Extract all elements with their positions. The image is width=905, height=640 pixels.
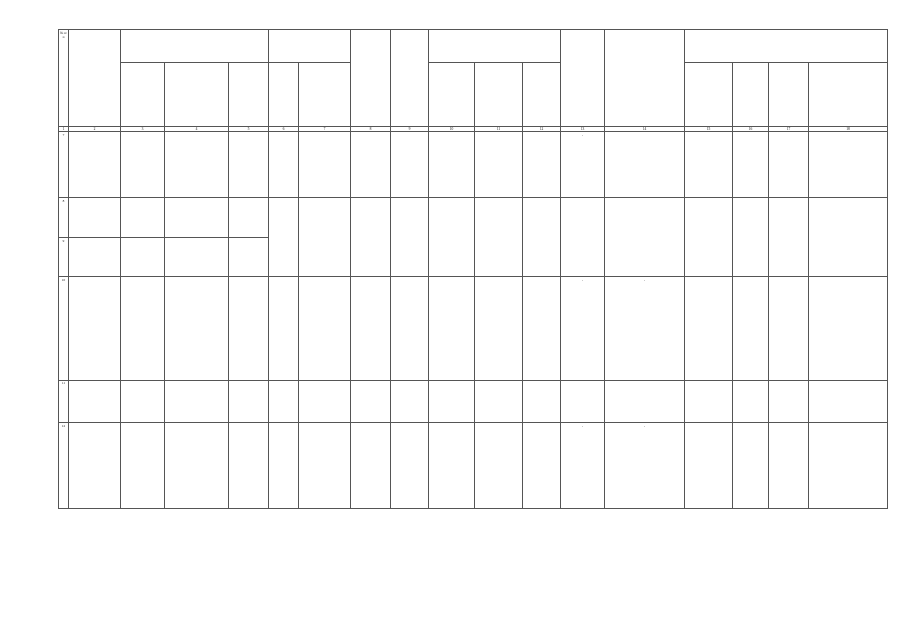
inn-cell [733, 380, 769, 423]
col-header-sanitary-zone [605, 30, 685, 127]
inn-cell [733, 197, 769, 276]
table-row [59, 380, 888, 423]
column-number: 8 [351, 127, 391, 132]
col-header-municipality [121, 62, 165, 127]
annual-capacity-cell [269, 380, 299, 423]
column-number: 3 [121, 127, 165, 132]
technology-cell [429, 423, 475, 509]
operator-name-cell [685, 423, 733, 509]
waste-types-cell [299, 276, 351, 380]
column-number: 14 [605, 127, 685, 132]
design-capacity-cell [523, 276, 561, 380]
col-header-annual-capacity [269, 62, 299, 127]
free-capacity-cell [391, 276, 429, 380]
inn-cell [733, 276, 769, 380]
waste-amount-cell [351, 276, 391, 380]
column-number: 13 [561, 127, 605, 132]
sanitary-zone-cell [605, 132, 685, 198]
col-header-license [809, 62, 888, 127]
row-number: 12 [59, 423, 69, 509]
operator-name-cell [685, 276, 733, 380]
row-number: 8 [59, 197, 69, 238]
col-header-postal-address [769, 62, 809, 127]
state-expertise-cell: - [561, 276, 605, 380]
col-header-inn [733, 62, 769, 127]
col-header-object-name [69, 30, 121, 127]
address-cell [165, 423, 229, 509]
col-header-design-capacity [523, 62, 561, 127]
header-row-sub [59, 62, 888, 127]
design-capacity-cell [523, 423, 561, 509]
table-row [59, 197, 888, 238]
object-name-cell [69, 423, 121, 509]
annual-capacity-cell [269, 276, 299, 380]
postal-address-cell [769, 132, 809, 198]
equipment-cell [475, 423, 523, 509]
col-header-short-name [685, 62, 733, 127]
postal-address-cell [769, 423, 809, 509]
col-header-project-docs [429, 30, 561, 63]
equipment-cell [475, 380, 523, 423]
address-cell [165, 276, 229, 380]
operator-name-cell [685, 197, 733, 276]
technology-cell [429, 197, 475, 276]
object-name-cell [69, 132, 121, 198]
technology-cell [429, 380, 475, 423]
free-capacity-cell [391, 423, 429, 509]
coordinates-cell [229, 380, 269, 423]
object-name-cell [69, 276, 121, 380]
waste-amount-cell [351, 197, 391, 276]
col-header-coordinates [229, 62, 269, 127]
operator-name-cell [685, 380, 733, 423]
municipality-cell [121, 276, 165, 380]
address-cell [165, 132, 229, 198]
coordinates-cell [229, 197, 269, 238]
col-header-equipment [475, 62, 523, 127]
license-cell [809, 380, 888, 423]
technology-cell [429, 132, 475, 198]
table-row [59, 132, 888, 198]
row-number: 11 [59, 380, 69, 423]
state-expertise-cell [561, 380, 605, 423]
free-capacity-cell [391, 380, 429, 423]
state-expertise-cell: - [561, 132, 605, 198]
table-row [59, 276, 888, 380]
postal-address-cell [769, 197, 809, 276]
column-number: 15 [685, 127, 733, 132]
design-capacity-cell [523, 132, 561, 198]
inn-cell [733, 423, 769, 509]
column-number: 11 [475, 127, 523, 132]
license-cell [809, 132, 888, 198]
row-number: 10 [59, 276, 69, 380]
object-name-cell [69, 380, 121, 423]
object-name-cell [69, 238, 121, 277]
header-row-top [59, 30, 888, 63]
col-header-free-capacity [391, 30, 429, 127]
technology-cell [429, 276, 475, 380]
sanitary-zone-cell: - [605, 276, 685, 380]
column-number: 10 [429, 127, 475, 132]
address-cell [165, 238, 229, 277]
design-capacity-cell [523, 197, 561, 276]
license-cell [809, 423, 888, 509]
column-number: 4 [165, 127, 229, 132]
waste-types-cell [299, 380, 351, 423]
address-cell [165, 197, 229, 238]
waste-amount-cell [351, 423, 391, 509]
design-capacity-cell [523, 380, 561, 423]
column-number: 1 [59, 127, 69, 132]
postal-address-cell [769, 380, 809, 423]
annual-capacity-cell [269, 132, 299, 198]
municipality-cell [121, 132, 165, 198]
col-header-waste-quantity [269, 30, 351, 63]
operator-name-cell [685, 132, 733, 198]
coordinates-cell [229, 132, 269, 198]
column-number: 6 [269, 127, 299, 132]
waste-amount-cell [351, 132, 391, 198]
col-header-technology [429, 62, 475, 127]
sanitary-zone-cell: - [605, 423, 685, 509]
column-number: 12 [523, 127, 561, 132]
col-header-waste-amount-2020 [351, 30, 391, 127]
municipality-cell [121, 197, 165, 238]
state-expertise-cell: - [561, 423, 605, 509]
waste-facilities-registry-table [58, 29, 888, 509]
column-number: 18 [809, 127, 888, 132]
equipment-cell [475, 197, 523, 276]
equipment-cell [475, 276, 523, 380]
col-header-num: № п/п [59, 30, 69, 127]
table-row [59, 423, 888, 509]
free-capacity-cell [391, 132, 429, 198]
row-number: 9 [59, 238, 69, 277]
license-cell [809, 197, 888, 276]
column-number: 9 [391, 127, 429, 132]
sanitary-zone-cell [605, 380, 685, 423]
col-header-location [121, 30, 269, 63]
coordinates-cell [229, 238, 269, 277]
waste-types-cell [299, 132, 351, 198]
column-number: 7 [299, 127, 351, 132]
license-cell [809, 276, 888, 380]
col-header-operator [685, 30, 888, 63]
municipality-cell [121, 238, 165, 277]
postal-address-cell [769, 276, 809, 380]
municipality-cell [121, 380, 165, 423]
address-cell [165, 380, 229, 423]
coordinates-cell [229, 423, 269, 509]
col-header-waste-types [299, 62, 351, 127]
column-number: 2 [69, 127, 121, 132]
waste-amount-cell [351, 380, 391, 423]
column-number: 16 [733, 127, 769, 132]
inn-cell [733, 132, 769, 198]
sanitary-zone-cell [605, 197, 685, 276]
coordinates-cell [229, 276, 269, 380]
equipment-cell [475, 132, 523, 198]
municipality-cell [121, 423, 165, 509]
free-capacity-cell [391, 197, 429, 276]
state-expertise-cell [561, 197, 605, 276]
annual-capacity-cell [269, 197, 299, 276]
col-header-address [165, 62, 229, 127]
row-number: 7 [59, 132, 69, 198]
waste-types-cell [299, 197, 351, 276]
object-name-cell [69, 197, 121, 238]
column-number: 17 [769, 127, 809, 132]
col-header-state-expertise [561, 30, 605, 127]
waste-types-cell [299, 423, 351, 509]
annual-capacity-cell [269, 423, 299, 509]
column-number: 5 [229, 127, 269, 132]
